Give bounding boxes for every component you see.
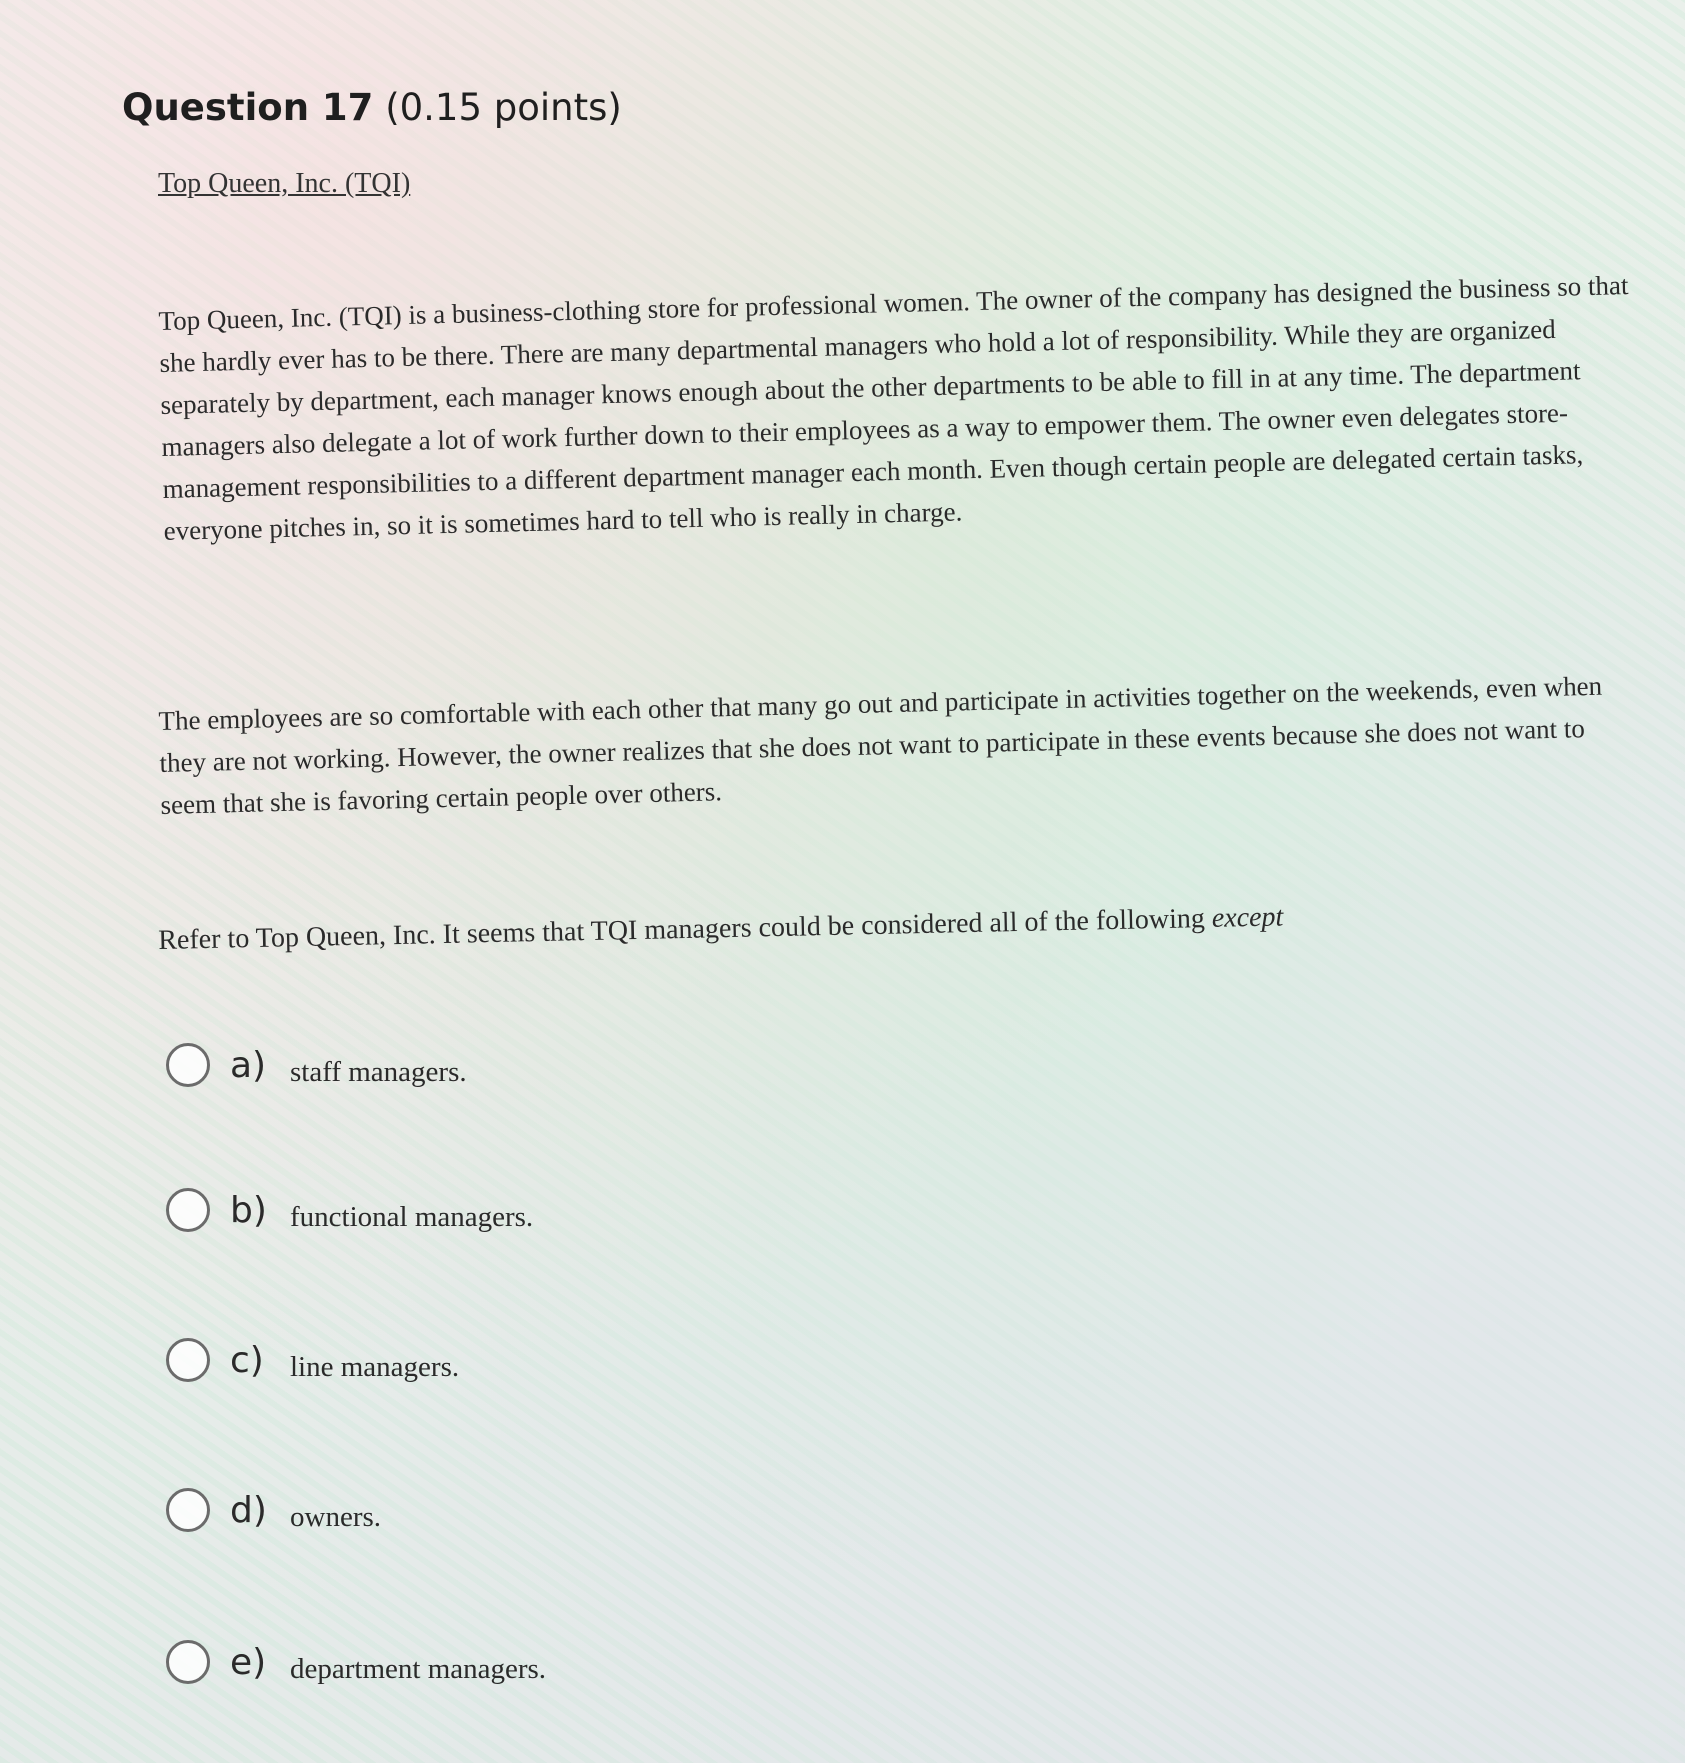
answer-letter: e)	[230, 1641, 267, 1683]
answer-letter: c)	[230, 1339, 264, 1381]
case-paragraph-1: Top Queen, Inc. (TQI) is a business-clothing store for professional women. The owner of the company has designed the business so that she hardly ever has to be there. There are many departmental managers who hold a lot of responsibility. While they are organized separately by department, each manager knows enough about the other departments to be able to fill in at any time. The department managers also delegate a lot of work further down to their employees as a way to empower them. The owner even delegates store-management responsibilities to a different department manager each month. Even though certain people are delegated certain tasks, everyone pitches in, so it is sometimes hard to tell who is really in charge.	[158, 270, 1629, 546]
answer-option-b[interactable]	[166, 1180, 533, 1240]
answer-text: department managers.	[290, 1652, 547, 1685]
question-header	[122, 86, 622, 129]
answer-letter: b)	[230, 1189, 267, 1231]
question-prompt-text: Refer to Top Queen, Inc. It seems that TQI managers could be considered all of the following	[158, 903, 1206, 956]
answer-option-c[interactable]	[166, 1330, 459, 1390]
answer-text: functional managers.	[290, 1200, 534, 1233]
answer-text: owners.	[290, 1500, 382, 1533]
radio-button-b[interactable]	[166, 1188, 210, 1232]
answer-text: staff managers.	[290, 1055, 467, 1088]
question-prompt	[158, 895, 1578, 957]
case-title-link[interactable]: Top Queen, Inc. (TQI)	[158, 168, 411, 199]
answer-letter: d)	[230, 1489, 267, 1531]
case-paragraph-2: The employees are so comfortable with each other that many go out and participate in activities together on the weekends, even when they are not working. However, the owner realizes that she does not want to participate in these events because she does not want to seem that she is favoring certain people over others.	[158, 670, 1603, 820]
radio-button-c[interactable]	[166, 1338, 210, 1382]
answer-option-d[interactable]	[166, 1480, 381, 1540]
radio-button-d[interactable]	[166, 1488, 210, 1532]
answer-letter: a)	[230, 1044, 267, 1086]
radio-button-a[interactable]	[166, 1043, 210, 1087]
question-number: Question 17	[122, 86, 374, 129]
answer-option-a[interactable]	[166, 1035, 467, 1095]
answer-text: line managers.	[290, 1350, 460, 1383]
answer-option-e[interactable]	[166, 1632, 546, 1692]
question-points: (0.15 points)	[385, 86, 622, 129]
radio-button-e[interactable]	[166, 1640, 210, 1684]
question-prompt-emphasis: except	[1211, 901, 1284, 934]
